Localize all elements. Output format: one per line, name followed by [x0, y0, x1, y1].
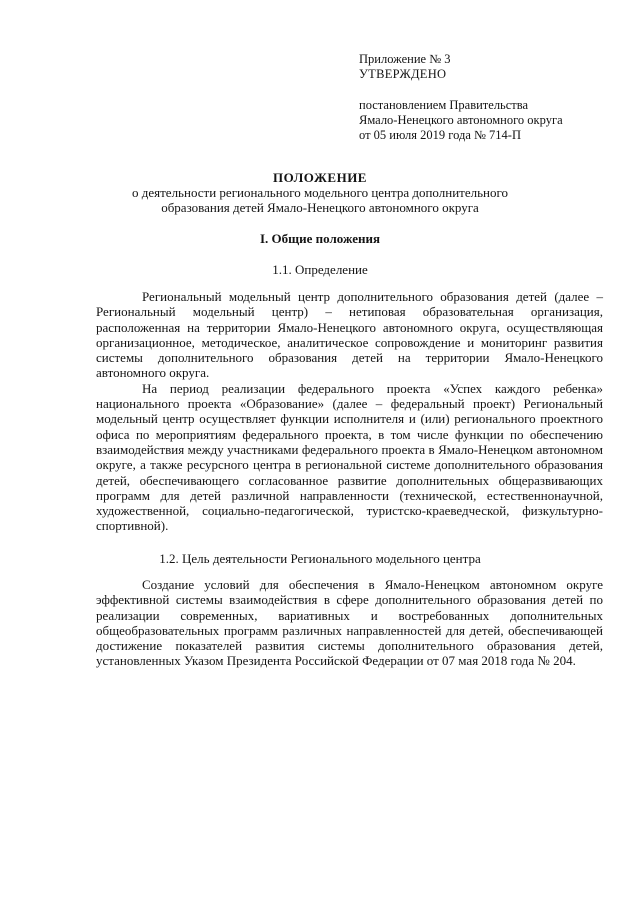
appendix-number: Приложение № 3 [359, 52, 451, 66]
document-subtitle: образования детей Ямало-Ненецкого автономного округа [161, 200, 479, 215]
approval-stamp [359, 52, 629, 143]
paragraph: На период реализации федерального проекта «Успех каждого ребенка» национального проекта «Образование» (далее – федеральный проект) Региональный модельный центр осуществляет функции исполнителя и (или) регионального проектного офиса по мероприятиям федерального проекта, в том числе функции по обеспечению взаимодействия между участниками федерального проекта в Ямало-Ненецком автономном округе, а также ресурсного центра в региональной системе дополнительного образования детей, обеспечивающего согласованное развитие дополнительных общеразвивающих программ для детей различной направленности (технической, естественнонаучной, художественной, социально-педагогической, туристско-краеведческой, физкультурно-спортивной). [96, 380, 603, 534]
subsection-body [96, 577, 603, 669]
approved-label: УТВЕРЖДЕНО [359, 67, 447, 81]
document-title-block [40, 170, 600, 215]
paragraph: Региональный модельный центр дополнительного образования детей (далее – Региональный модельный центр) – нетиповая образовательная организация, расположенная на территории Ямало-Ненецкого автономного округа, осуществляющая организационное, методическое, аналитическое сопровождение и мониторинг развития системы дополнительного образования детей на территории Ямало-Ненецкого автономного округа. [96, 289, 603, 381]
subsection-heading: 1.2. Цель деятельности Регионального модельного центра [159, 551, 481, 566]
resolution-line: постановлением Правительства [359, 98, 529, 112]
paragraph: Создание условий для обеспечения в Ямало-Ненецком автономном округе эффективной системы взаимодействия в сфере дополнительного образования детей по реализации современных, вариативных и востребованных дополнительных общеобразовательных программ различных направленностей для детей, обеспечивающей достижение показателей развития системы дополнительного образования детей, установленных Указом Президента Российской Федерации от 07 мая 2018 года № 204. [96, 577, 603, 669]
subsection-heading: 1.1. Определение [272, 262, 368, 277]
subsection-body [96, 289, 603, 534]
document-title: ПОЛОЖЕНИЕ [273, 170, 367, 185]
resolution-line: Ямало-Ненецкого автономного округа [359, 113, 563, 127]
section-title: I. Общие положения [260, 231, 380, 246]
resolution-date: от 05 июля 2019 года № 714-П [359, 128, 521, 142]
document-subtitle: о деятельности регионального модельного центра дополнительного [132, 185, 508, 200]
